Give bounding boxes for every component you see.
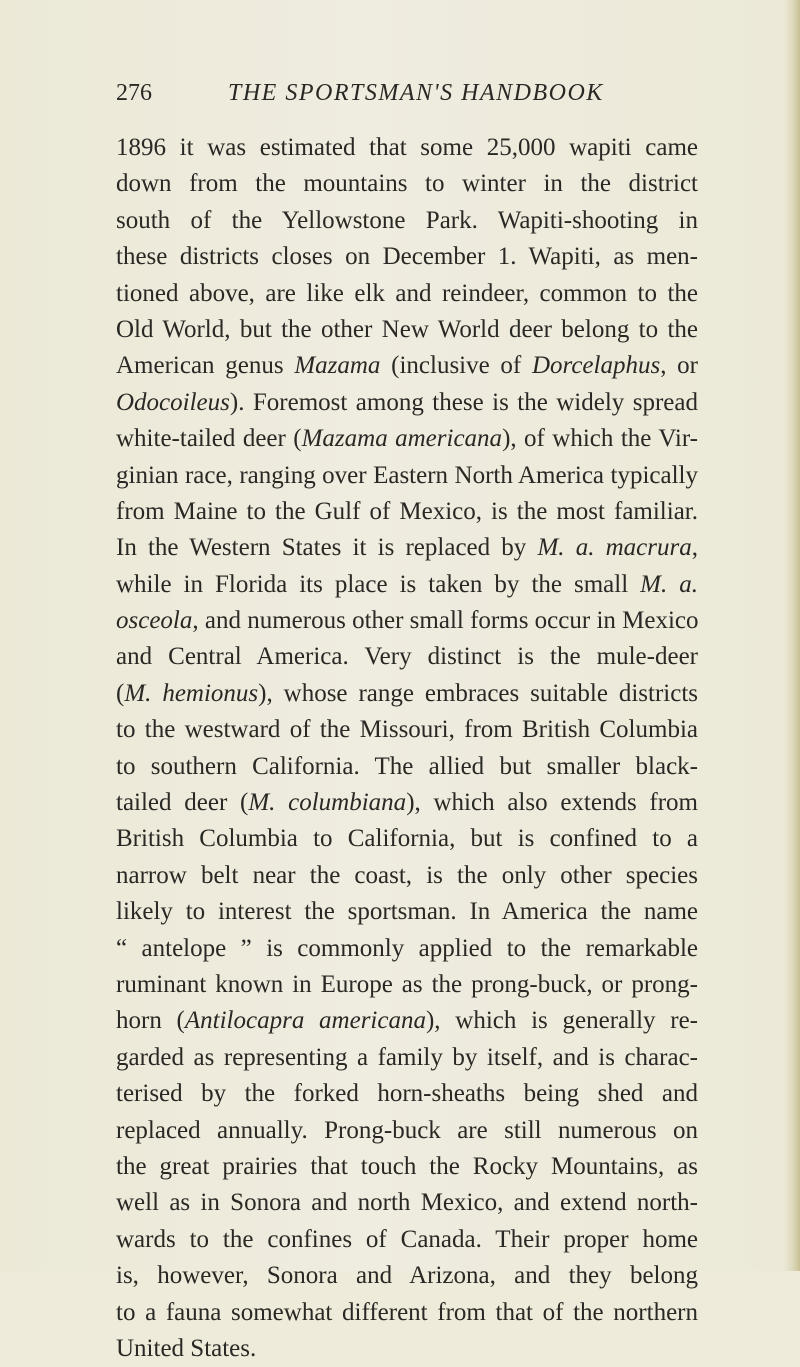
italic-text: Dorcelaphus bbox=[531, 352, 661, 380]
text-run: well as in Sonora and north Mexico, and extend north- bbox=[116, 1189, 698, 1217]
text-run: horn ( bbox=[116, 1007, 185, 1035]
text-run: ginian race, ranging over Eastern North America typically bbox=[116, 461, 698, 489]
text-run: is, however, Sonora and Arizona, and they belong bbox=[116, 1262, 698, 1290]
text-run: down from the mountains to winter in the district bbox=[116, 170, 698, 198]
text-line bbox=[116, 166, 698, 202]
text-run: “ antelope ” is commonly applied to the remarkable bbox=[116, 934, 698, 962]
text-run: and Central America. Very distinct is the mule-deer bbox=[116, 643, 698, 671]
running-title: THE SPORTSMAN'S HANDBOOK bbox=[228, 80, 604, 106]
text-run: narrow belt near the coast, is the only other species bbox=[116, 861, 698, 889]
italic-text: Odocoileus bbox=[116, 388, 230, 416]
text-line bbox=[116, 603, 698, 639]
text-line bbox=[116, 639, 698, 675]
body-text bbox=[116, 130, 698, 1367]
text-line bbox=[116, 1149, 698, 1185]
text-run: 1896 it was estimated that some 25,000 wapiti came bbox=[116, 134, 698, 161]
italic-text: M. columbiana bbox=[248, 789, 407, 817]
text-run: American genus bbox=[116, 352, 295, 380]
text-line bbox=[116, 1003, 698, 1039]
text-run: ( bbox=[116, 679, 125, 707]
text-run: replaced annually. Prong-buck are still numerous on bbox=[116, 1116, 698, 1144]
italic-text: M. a. bbox=[640, 570, 699, 598]
italic-text: Mazama bbox=[294, 352, 381, 380]
text-line bbox=[116, 239, 698, 275]
text-run: ). Foremost among these is the widely spread bbox=[229, 388, 698, 416]
running-header bbox=[116, 76, 696, 110]
text-line bbox=[116, 1076, 698, 1112]
text-run: terised by the forked horn-sheaths being shed and bbox=[116, 1080, 698, 1108]
text-run: to southern California. The allied but smaller black- bbox=[116, 752, 698, 780]
text-line bbox=[116, 1040, 698, 1076]
text-run: these districts closes on December 1. Wapiti, as men- bbox=[116, 243, 698, 271]
text-run: wards to the confines of Canada. Their proper home bbox=[116, 1225, 698, 1253]
text-run: , or bbox=[660, 352, 698, 380]
italic-text: M. a. macrura bbox=[537, 534, 692, 562]
text-line bbox=[116, 967, 698, 1003]
text-line bbox=[116, 530, 698, 566]
text-line bbox=[116, 458, 698, 494]
text-line bbox=[116, 1295, 698, 1331]
text-run: ruminant known in Europe as the prong-buck, or prong- bbox=[116, 970, 698, 998]
text-line bbox=[116, 1331, 698, 1367]
text-run: south of the Yellowstone Park. Wapiti-shooting in bbox=[116, 206, 698, 234]
text-line bbox=[116, 567, 698, 603]
text-line bbox=[116, 858, 698, 894]
text-run: ), of which the Vir- bbox=[502, 425, 698, 453]
text-run: white-tailed deer ( bbox=[116, 425, 302, 453]
text-line bbox=[116, 676, 698, 712]
text-run: , and numerous other small forms occur in Mexico bbox=[192, 607, 699, 635]
text-line bbox=[116, 494, 698, 530]
text-run: garded as representing a family by itself, and is charac- bbox=[116, 1043, 698, 1071]
page-number: 276 bbox=[116, 80, 152, 106]
text-run: In the Western States it is replaced by bbox=[116, 534, 538, 562]
text-run: tailed deer ( bbox=[116, 789, 249, 817]
text-line bbox=[116, 894, 698, 930]
text-line bbox=[116, 385, 698, 421]
page-edge-shadow bbox=[784, 0, 800, 1271]
text-line bbox=[116, 821, 698, 857]
italic-text: Mazama americana bbox=[301, 425, 503, 453]
text-line bbox=[116, 1258, 698, 1294]
text-run: ), which also extends from bbox=[406, 789, 699, 817]
text-run: from Maine to the Gulf of Mexico, is the most familiar. bbox=[116, 497, 698, 525]
text-run: to a fauna somewhat different from that of the northern bbox=[116, 1298, 698, 1326]
text-line bbox=[116, 931, 698, 967]
text-line bbox=[116, 785, 698, 821]
text-line bbox=[116, 312, 698, 348]
text-run: the great prairies that touch the Rocky Mountains, as bbox=[116, 1152, 698, 1180]
italic-text: M. hemionus bbox=[124, 679, 259, 707]
italic-text: Antilocapra americana bbox=[184, 1007, 426, 1035]
text-line bbox=[116, 421, 698, 457]
text-run: , bbox=[691, 534, 698, 562]
text-run: while in Florida its place is taken by the small bbox=[116, 570, 641, 598]
text-line bbox=[116, 348, 698, 384]
text-line bbox=[116, 1185, 698, 1221]
text-run: (inclusive of bbox=[380, 352, 532, 380]
text-run: likely to interest the sportsman. In America the name bbox=[116, 898, 698, 926]
text-line bbox=[116, 712, 698, 748]
text-line bbox=[116, 1222, 698, 1258]
text-run: to the westward of the Missouri, from British Columbia bbox=[116, 716, 698, 744]
text-line bbox=[116, 203, 698, 239]
text-run: tioned above, are like elk and reindeer, common to the bbox=[116, 279, 698, 307]
text-line bbox=[116, 1113, 698, 1149]
text-run: Old World, but the other New World deer belong to the bbox=[116, 315, 698, 343]
text-run: ), which is generally re- bbox=[425, 1007, 698, 1035]
italic-text: osceola bbox=[116, 607, 193, 635]
text-line bbox=[116, 276, 698, 312]
text-run: British Columbia to California, but is confined to a bbox=[116, 825, 698, 853]
text-line bbox=[116, 130, 698, 166]
text-run: United States. bbox=[116, 1334, 257, 1362]
text-run: ), whose range embraces suitable districts bbox=[258, 679, 699, 707]
text-line bbox=[116, 749, 698, 785]
